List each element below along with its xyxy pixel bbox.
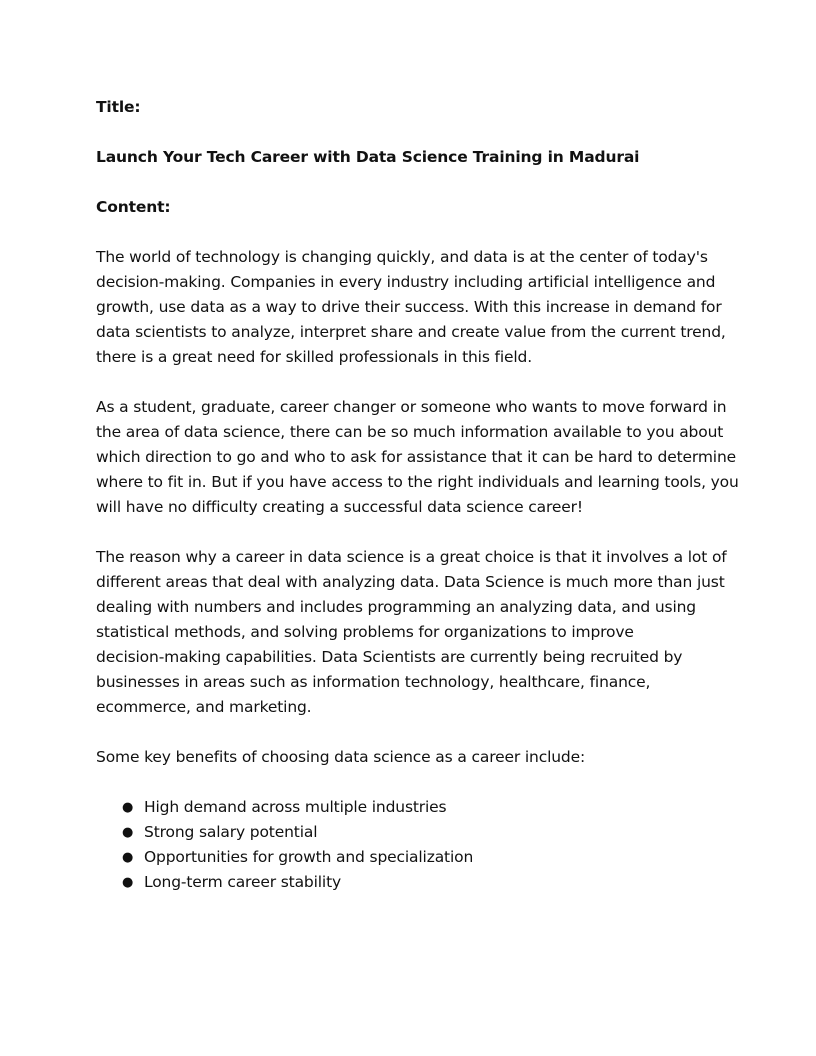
bullet-icon: ● xyxy=(122,875,134,890)
paragraph-audience xyxy=(96,395,739,520)
paragraph-line: the area of data science, there can be so much information available to you about xyxy=(96,423,724,441)
paragraph-line: The reason why a career in data science is a great choice is that it involves a lot of xyxy=(96,548,727,566)
paragraph-intro xyxy=(96,245,728,370)
paragraph-line: different areas that deal with analyzing data. Data Science is much more than just xyxy=(96,573,725,591)
paragraph-line: there is a great need for skilled professionals in this field. xyxy=(96,348,533,366)
bullet-icon: ● xyxy=(122,800,134,815)
paragraph-line: data scientists to analyze, interpret share and create value from the current trend, xyxy=(96,323,726,341)
bullet-icon: ● xyxy=(122,825,134,840)
document-page xyxy=(96,95,739,895)
list-item-text: Opportunities for growth and specialization xyxy=(144,848,474,866)
paragraph-line: businesses in areas such as information technology, healthcare, finance, xyxy=(96,673,651,691)
paragraph-line: ecommerce, and marketing. xyxy=(96,698,312,716)
paragraph-reasons xyxy=(96,545,728,720)
paragraph-line: dealing with numbers and includes programming an analyzing data, and using xyxy=(96,598,696,616)
list-item xyxy=(122,795,728,820)
benefits-list xyxy=(96,795,728,895)
paragraph-line: As a student, graduate, career changer or someone who wants to move forward in xyxy=(96,398,727,416)
list-item-text: Long-term career stability xyxy=(144,873,342,891)
list-item xyxy=(122,870,728,895)
paragraph-line: which direction to go and who to ask for assistance that it can be hard to determine xyxy=(96,448,737,466)
paragraph-line: Some key benefits of choosing data science as a career include: xyxy=(96,748,586,766)
list-item xyxy=(122,845,728,870)
content-label: Content: xyxy=(96,198,171,216)
list-item-text: Strong salary potential xyxy=(144,823,318,841)
paragraph-line: growth, use data as a way to drive their success. With this increase in demand for xyxy=(96,298,722,316)
list-item xyxy=(122,820,728,845)
bullet-icon: ● xyxy=(122,850,134,865)
paragraph-line: will have no difficulty creating a successful data science career! xyxy=(96,498,583,516)
paragraph-line: decision-making capabilities. Data Scientists are currently being recruited by xyxy=(96,648,683,666)
paragraph-line: statistical methods, and solving problems for organizations to improve xyxy=(96,623,634,641)
paragraph-line: decision-making. Companies in every industry including artificial intelligence and xyxy=(96,273,716,291)
paragraph-line: The world of technology is changing quickly, and data is at the center of today's xyxy=(96,248,708,266)
paragraph-line: where to fit in. But if you have access to the right individuals and learning tools, you xyxy=(96,473,739,491)
list-item-text: High demand across multiple industries xyxy=(144,798,447,816)
article-headline: Launch Your Tech Career with Data Science Training in Madurai xyxy=(96,148,640,166)
paragraph-benefits-intro xyxy=(96,745,728,770)
title-label: Title: xyxy=(96,98,141,116)
